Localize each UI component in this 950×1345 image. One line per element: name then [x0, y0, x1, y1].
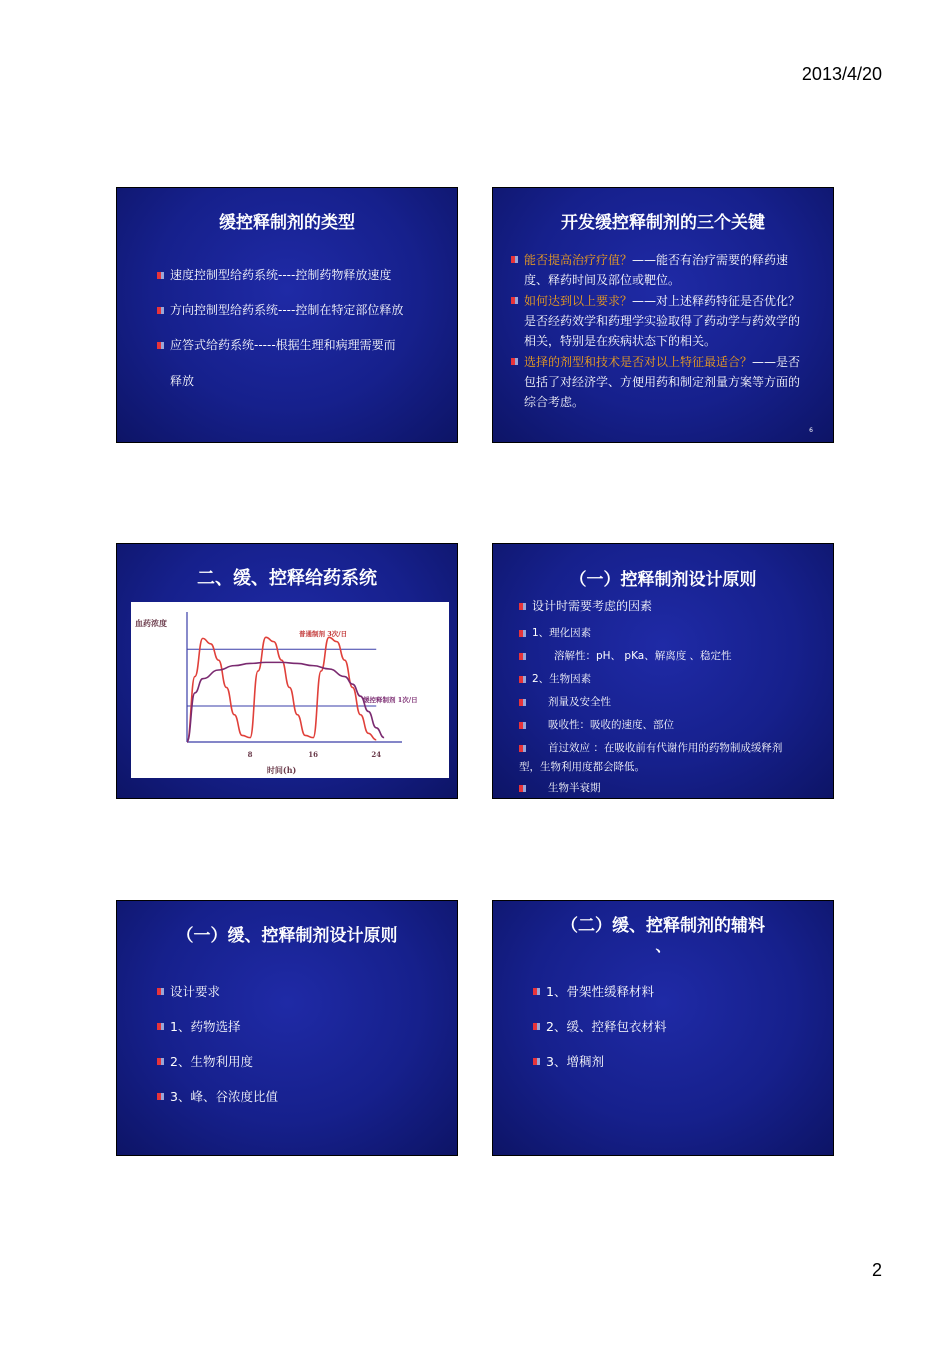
page-number: 2	[871, 1260, 882, 1280]
list-item: 3、峰、谷浓度比值	[157, 1088, 447, 1105]
slide-title: 开发缓控释制剂的三个关键	[561, 213, 765, 233]
list-item-continuation: 型，生物利用度都会降低。	[519, 761, 645, 773]
list-item: 首过效应 ：在吸收前有代谢作用的药物制成缓释剂 型，生物利用度都会降低。	[519, 738, 819, 778]
slide-title: （一）控释制剂设计原则	[569, 570, 757, 590]
list-item: 剂量及安全性	[519, 692, 819, 715]
x-tick-label: 8	[247, 750, 253, 759]
slide-title: （二）缓、控释制剂的辅料	[561, 916, 765, 936]
list-item: 3、增稠剂	[533, 1053, 823, 1070]
x-tick-label: 24	[371, 750, 382, 759]
slide-title: （一）缓、控释制剂设计原则	[176, 926, 398, 946]
slide-release-system	[116, 543, 458, 799]
list-item-continuation: 释放	[170, 374, 195, 388]
bullet-list	[157, 983, 447, 1123]
slide-title: 二、缓、控释给药系统	[197, 568, 377, 589]
list-item	[511, 291, 811, 351]
list-item: 2、缓、控释包衣材料	[533, 1018, 823, 1035]
slide-three-keys	[492, 187, 834, 443]
series-label-2: 缓控释制剂 1次/日	[363, 696, 418, 704]
list-item: 速度控制型给药系统----控制药物释放速度	[157, 268, 447, 283]
list-item: 吸收性：吸收的速度、部位	[519, 715, 819, 738]
series-label-1: 普通制剂 3次/日	[299, 630, 348, 638]
slide-types	[116, 187, 458, 443]
slide-excipients	[492, 900, 834, 1156]
list-item: 2、生物利用度	[157, 1053, 447, 1070]
series-line-1	[187, 637, 376, 742]
list-item: 溶解性：pH、 pKa、解离度 、稳定性	[519, 646, 819, 669]
bullet-list	[533, 983, 823, 1088]
list-item: 1、理化因素	[519, 623, 819, 646]
highlight-text: 选择的剂型和技术是否对以上特征最适合？	[524, 355, 753, 369]
list-item: 方向控制型给药系统----控制在特定部位释放	[157, 303, 447, 318]
chart-svg	[131, 602, 449, 778]
slide-design-principles	[492, 543, 834, 799]
bullet-list	[511, 250, 811, 413]
list-item	[511, 352, 811, 412]
body-text: ——是否包括了对经济学、方便用药和制定剂量方案等方面的综合考虑。	[524, 355, 801, 409]
list-item: 应答式给药系统-----根据生理和病理需要而	[157, 338, 447, 353]
page-date: 2013/4/20	[801, 64, 882, 84]
list-item: 1、药物选择	[157, 1018, 447, 1035]
highlight-text: 能否提高治疗疗值？	[524, 253, 633, 267]
slide-footnote: 6	[809, 427, 813, 434]
slide-design-requirements	[116, 900, 458, 1156]
list-item: 2、生物因素	[519, 669, 819, 692]
body-text: ——能否有治疗需要的释药速度、释药时间及部位或靶位。	[524, 253, 789, 287]
y-axis-label: 血药浓度	[135, 618, 167, 628]
list-item: 生物半衰期	[519, 778, 819, 799]
slide-title: 缓控释制剂的类型	[219, 213, 355, 233]
concentration-chart	[131, 602, 449, 778]
bullet-list	[157, 268, 447, 373]
body-text: ——对上述释药特征是否优化？是否经药效学和药理学实验取得了药动学与药效学的相关，特别是在疾病状态下的相关。	[524, 294, 801, 348]
highlight-text: 如何达到以上要求？	[524, 294, 633, 308]
list-item: 设计时需要考虑的因素	[519, 596, 819, 619]
list-item: 1、骨架性缓释材料	[533, 983, 823, 1000]
bullet-list	[519, 596, 819, 799]
x-tick-label: 16	[308, 750, 319, 759]
x-axis-label: 时间(h)	[266, 765, 297, 775]
title-mark: 、	[655, 937, 671, 955]
list-item: 设计要求	[157, 983, 447, 1000]
list-item	[511, 250, 811, 290]
